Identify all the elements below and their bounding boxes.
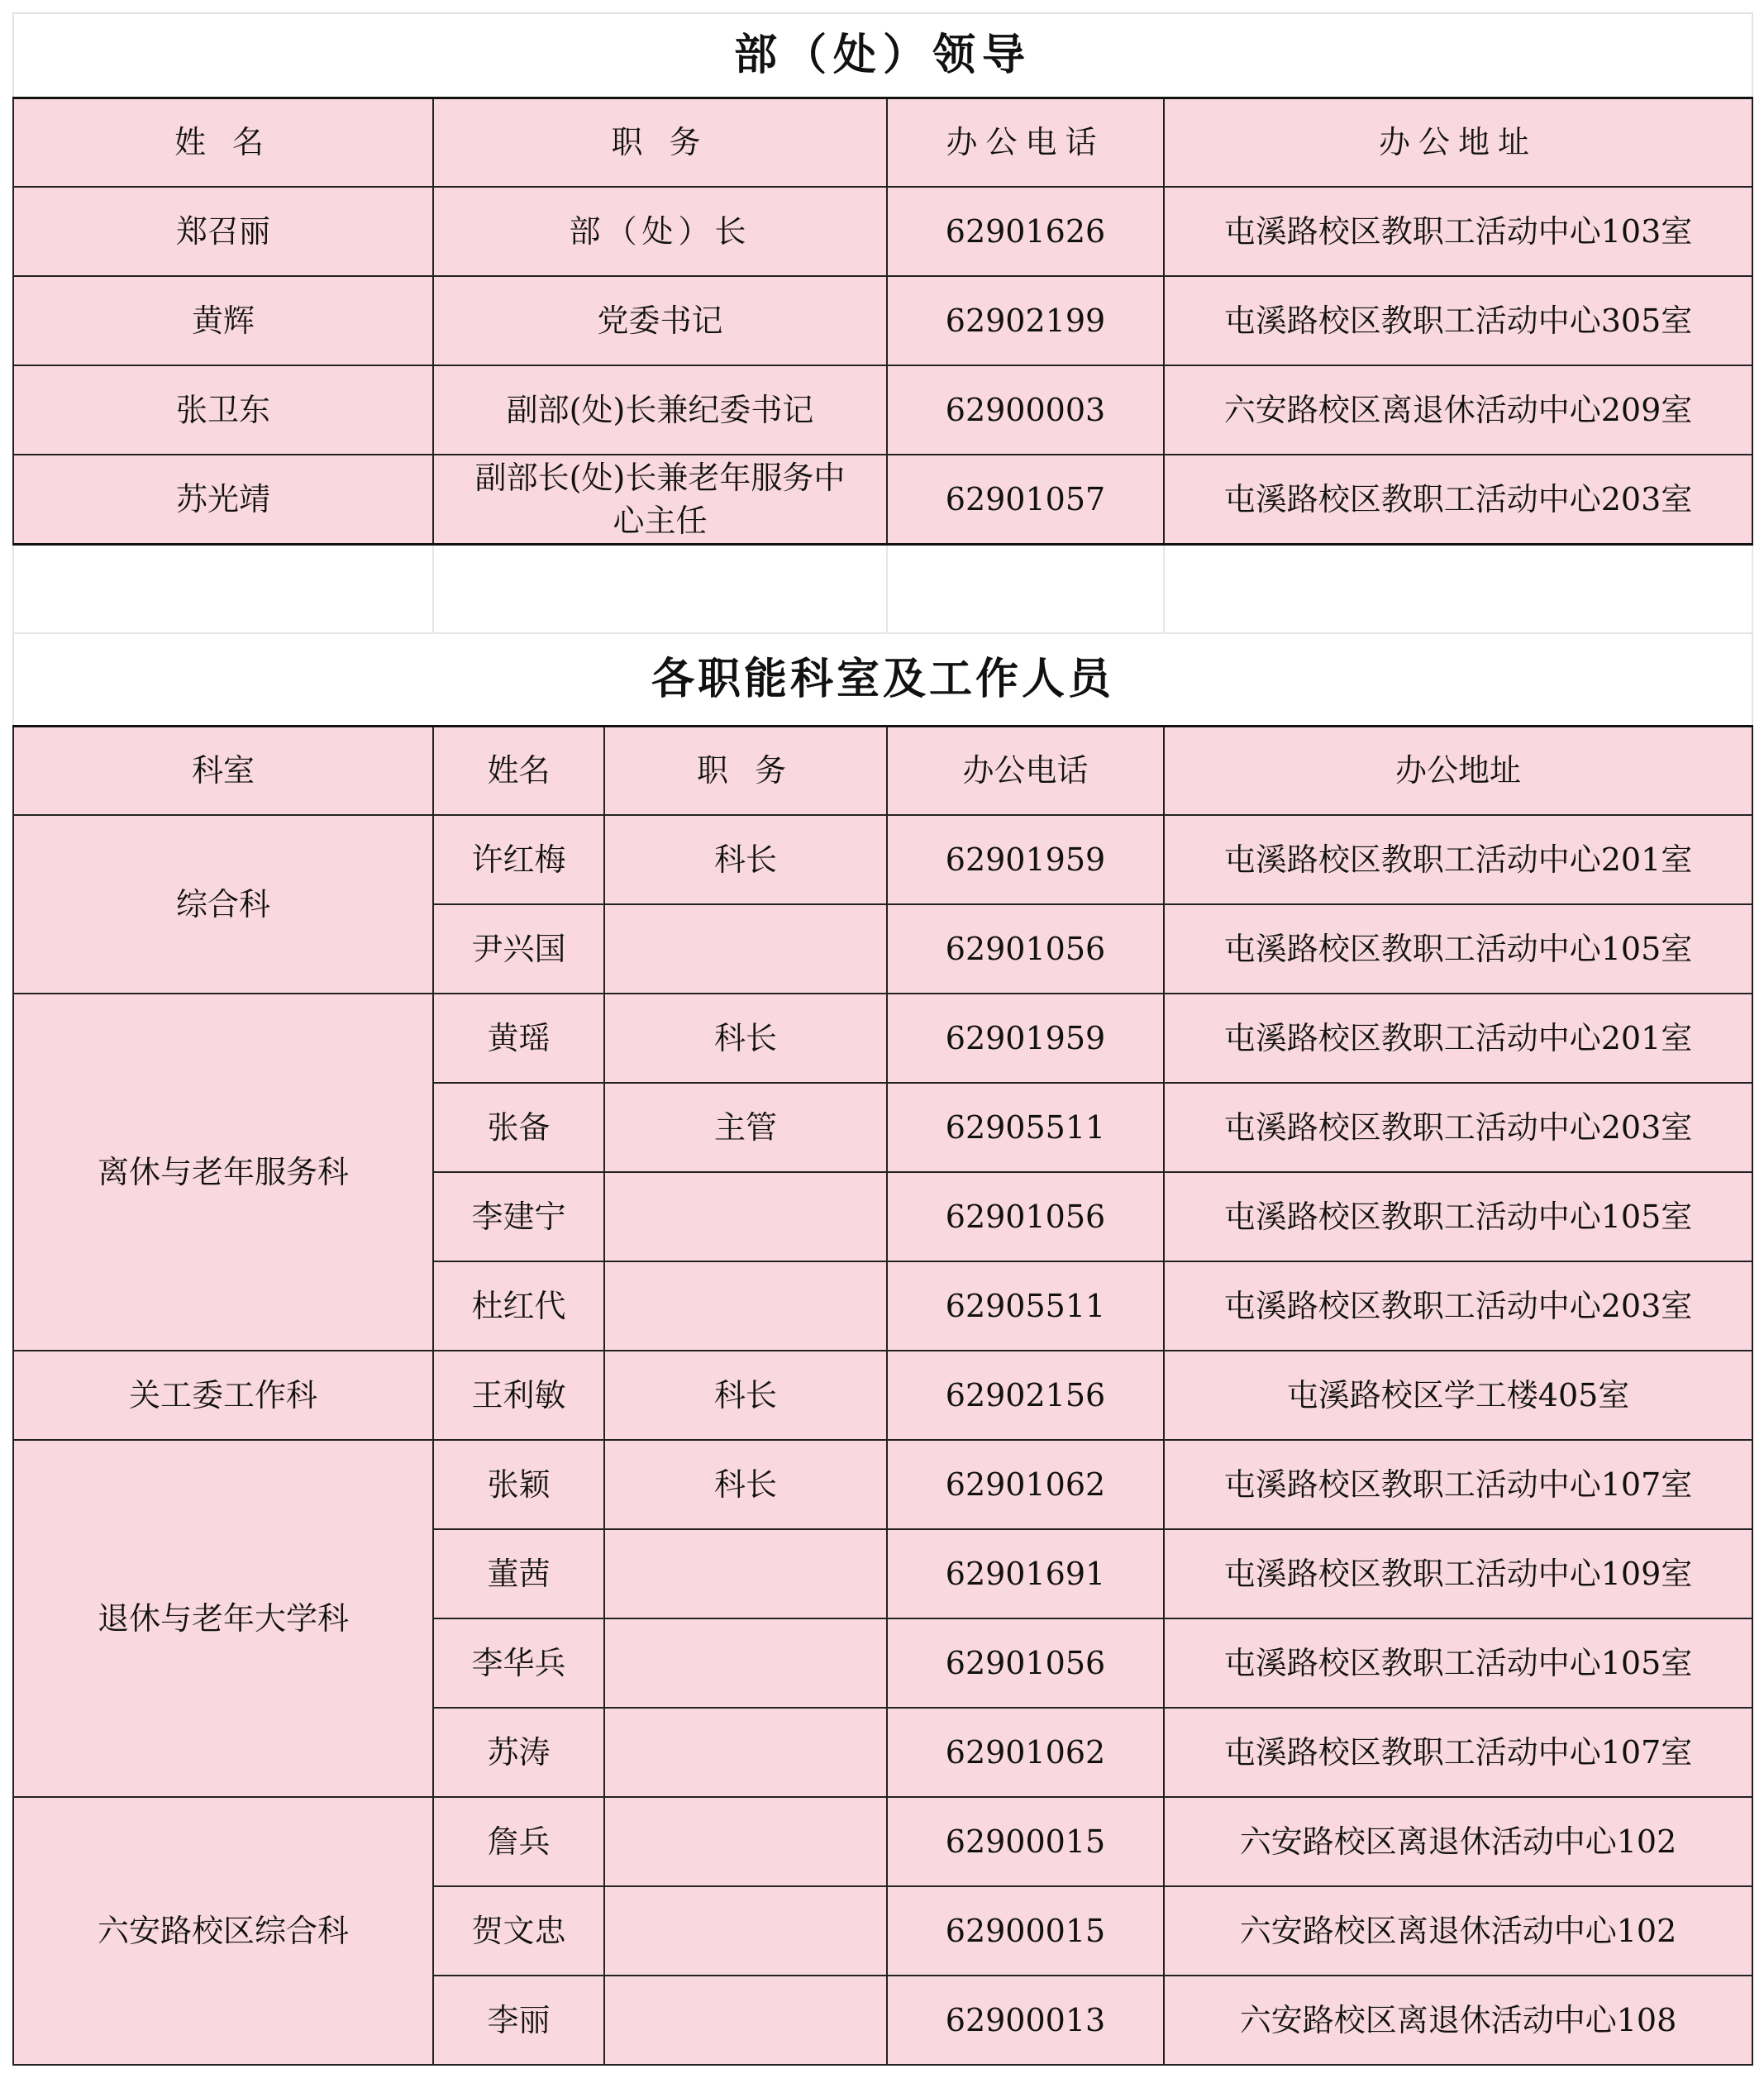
staff-name: 许红梅 [433, 815, 604, 904]
staff-phone: 62901062 [887, 1440, 1164, 1529]
header-dept: 科室 [13, 726, 433, 815]
staff-name: 李华兵 [433, 1618, 604, 1708]
staff-position [604, 1976, 887, 2065]
staff-address: 六安路校区离退休活动中心108 [1164, 1976, 1752, 2065]
staff-name: 杜红代 [433, 1261, 604, 1351]
leader-position: 部（处）长 [433, 187, 887, 276]
staff-address: 屯溪路校区教职工活动中心105室 [1164, 1172, 1752, 1261]
staff-phone: 62901056 [887, 904, 1164, 994]
staff-address: 屯溪路校区教职工活动中心107室 [1164, 1708, 1752, 1797]
table-row [13, 187, 1752, 276]
dept-name: 离休与老年服务科 [13, 994, 433, 1351]
staff-position [604, 1886, 887, 1976]
staff-address: 屯溪路校区教职工活动中心105室 [1164, 904, 1752, 994]
sections-header-row [13, 726, 1752, 815]
contact-sheet [12, 12, 1752, 2071]
staff-position: 科长 [604, 1351, 887, 1440]
staff-position [604, 904, 887, 994]
leader-position: 副部(处)长兼纪委书记 [433, 365, 887, 455]
staff-phone: 62901062 [887, 1708, 1164, 1797]
dept-name: 六安路校区综合科 [13, 1797, 433, 2065]
staff-name: 李建宁 [433, 1172, 604, 1261]
staff-name: 詹兵 [433, 1797, 604, 1886]
header-name: 姓 名 [13, 98, 433, 187]
leader-phone: 62900003 [887, 365, 1164, 455]
staff-name: 张备 [433, 1083, 604, 1172]
dept-name: 退休与老年大学科 [13, 1440, 433, 1797]
staff-address: 屯溪路校区学工楼405室 [1164, 1351, 1752, 1440]
leader-phone: 62901626 [887, 187, 1164, 276]
staff-address: 屯溪路校区教职工活动中心203室 [1164, 1261, 1752, 1351]
leaders-header-row [13, 98, 1752, 187]
header-name: 姓名 [433, 726, 604, 815]
table-row [13, 1797, 1752, 1886]
staff-phone: 62905511 [887, 1083, 1164, 1172]
leader-name: 黄辉 [13, 276, 433, 365]
leader-name: 张卫东 [13, 365, 433, 455]
table-row [13, 365, 1752, 455]
leader-address: 屯溪路校区教职工活动中心305室 [1164, 276, 1752, 365]
header-position: 职 务 [604, 726, 887, 815]
staff-name: 黄瑶 [433, 994, 604, 1083]
staff-position [604, 1618, 887, 1708]
header-phone: 办公电话 [887, 98, 1164, 187]
leaders-title: 部（处）领导 [13, 13, 1752, 98]
staff-address: 六安路校区离退休活动中心102 [1164, 1886, 1752, 1976]
staff-address: 屯溪路校区教职工活动中心201室 [1164, 815, 1752, 904]
staff-position [604, 1172, 887, 1261]
staff-name: 张颖 [433, 1440, 604, 1529]
staff-position: 科长 [604, 1440, 887, 1529]
staff-name: 董茜 [433, 1529, 604, 1618]
staff-address: 屯溪路校区教职工活动中心107室 [1164, 1440, 1752, 1529]
staff-address: 屯溪路校区教职工活动中心105室 [1164, 1618, 1752, 1708]
dept-name: 综合科 [13, 815, 433, 994]
staff-address: 屯溪路校区教职工活动中心201室 [1164, 994, 1752, 1083]
leader-name: 苏光靖 [13, 455, 433, 544]
leader-position: 党委书记 [433, 276, 887, 365]
staff-phone: 62901959 [887, 994, 1164, 1083]
staff-position: 主管 [604, 1083, 887, 1172]
staff-position [604, 1529, 887, 1618]
staff-phone: 62900015 [887, 1886, 1164, 1976]
leader-address: 屯溪路校区教职工活动中心103室 [1164, 187, 1752, 276]
table-row [13, 1440, 1752, 1529]
staff-position [604, 1261, 887, 1351]
header-position: 职 务 [433, 98, 887, 187]
spacer-row [13, 544, 1752, 633]
dept-name: 关工委工作科 [13, 1351, 433, 1440]
staff-phone: 62901959 [887, 815, 1164, 904]
header-phone: 办公电话 [887, 726, 1164, 815]
leader-position: 副部长(处)长兼老年服务中心主任 [433, 455, 887, 544]
leader-phone: 62902199 [887, 276, 1164, 365]
header-address: 办公地址 [1164, 98, 1752, 187]
staff-phone: 62901691 [887, 1529, 1164, 1618]
header-address: 办公地址 [1164, 726, 1752, 815]
staff-position: 科长 [604, 994, 887, 1083]
staff-name: 李丽 [433, 1976, 604, 2065]
sections-title-row [13, 633, 1752, 726]
staff-name: 贺文忠 [433, 1886, 604, 1976]
staff-name: 尹兴国 [433, 904, 604, 994]
staff-phone: 62905511 [887, 1261, 1164, 1351]
table-row [13, 276, 1752, 365]
staff-position: 科长 [604, 815, 887, 904]
staff-phone: 62900013 [887, 1976, 1164, 2065]
staff-name: 王利敏 [433, 1351, 604, 1440]
staff-name: 苏涛 [433, 1708, 604, 1797]
table-row [13, 1351, 1752, 1440]
staff-phone: 62901056 [887, 1172, 1164, 1261]
sections-title: 各职能科室及工作人员 [13, 633, 1752, 726]
leader-address: 六安路校区离退休活动中心209室 [1164, 365, 1752, 455]
leader-name: 郑召丽 [13, 187, 433, 276]
staff-phone: 62902156 [887, 1351, 1164, 1440]
staff-position [604, 1797, 887, 1886]
table-row [13, 994, 1752, 1083]
leaders-title-row [13, 13, 1752, 98]
leader-phone: 62901057 [887, 455, 1164, 544]
table-row [13, 815, 1752, 904]
staff-address: 屯溪路校区教职工活动中心109室 [1164, 1529, 1752, 1618]
staff-phone: 62901056 [887, 1618, 1164, 1708]
table-row [13, 455, 1752, 544]
staff-position [604, 1708, 887, 1797]
staff-address: 屯溪路校区教职工活动中心203室 [1164, 1083, 1752, 1172]
staff-address: 六安路校区离退休活动中心102 [1164, 1797, 1752, 1886]
staff-directory-table [12, 12, 1753, 2066]
leader-address: 屯溪路校区教职工活动中心203室 [1164, 455, 1752, 544]
staff-phone: 62900015 [887, 1797, 1164, 1886]
